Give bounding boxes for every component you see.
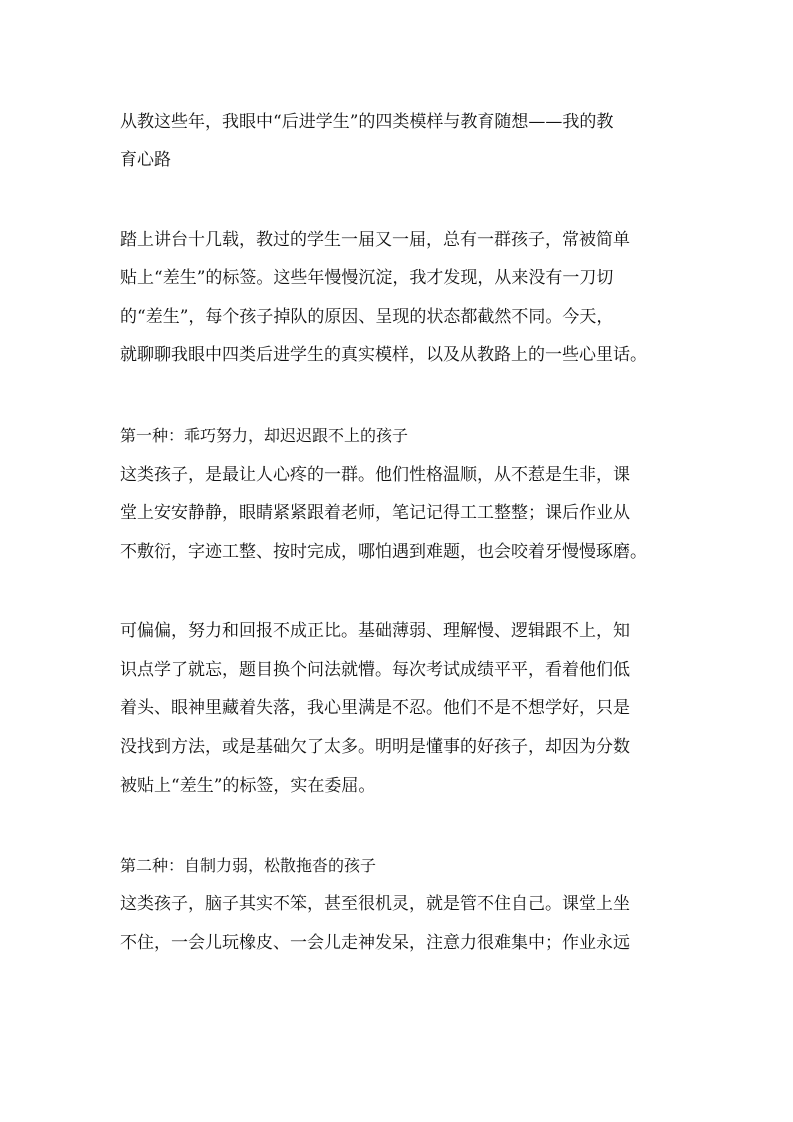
section2-para1-line-1: 这类孩子，脑子其实不笨，甚至很机灵，就是管不住自己。课堂上坐 bbox=[120, 894, 630, 914]
title-line-1: 从教这些年，我眼中“后进学生”的四类模样与教育随想——我的教 bbox=[120, 112, 614, 132]
intro-line-4: 就聊聊我眼中四类后进学生的真实模样，以及从教路上的一些心里话。 bbox=[120, 345, 647, 365]
section1-heading: 第一种：乖巧努力，却迟迟跟不上的孩子 bbox=[120, 426, 409, 445]
section1-para1-line-1: 这类孩子，是最让人心疼的一群。他们性格温顺，从不惹是生非，课 bbox=[120, 465, 630, 485]
section1-para1-line-2: 堂上安安静静，眼睛紧紧跟着老师，笔记记得工工整整；课后作业从 bbox=[120, 503, 630, 523]
section1-para2-line-4: 没找到方法，或是基础欠了太多。明明是懂事的好孩子，却因为分数 bbox=[120, 737, 630, 757]
section1-para2-line-2: 识点学了就忘，题目换个问法就懵。每次考试成绩平平，看着他们低 bbox=[120, 660, 630, 680]
section1-para2-line-5: 被贴上“差生”的标签，实在委屈。 bbox=[120, 776, 376, 796]
intro-line-2: 贴上“差生”的标签。这些年慢慢沉淀，我才发现，从来没有一刀切 bbox=[120, 268, 614, 288]
intro-line-1: 踏上讲台十几载，教过的学生一届又一届，总有一群孩子，常被简单 bbox=[120, 230, 630, 250]
section2-para1-line-2: 不住，一会儿玩橡皮、一会儿走神发呆，注意力很难集中；作业永远 bbox=[120, 933, 630, 953]
title-line-2: 育心路 bbox=[120, 150, 171, 170]
intro-line-3: 的“差生”，每个孩子掉队的原因、呈现的状态都截然不同。今天， bbox=[120, 307, 614, 327]
section1-para2-line-1: 可偏偏，努力和回报不成正比。基础薄弱、理解慢、逻辑跟不上，知 bbox=[120, 621, 630, 641]
section1-para1-line-3: 不敷衍，字迹工整、按时完成，哪怕遇到难题，也会咬着牙慢慢琢磨。 bbox=[120, 542, 647, 562]
section2-heading: 第二种：自制力弱，松散拖沓的孩子 bbox=[120, 856, 377, 875]
section1-para2-line-3: 着头、眼神里藏着失落，我心里满是不忍。他们不是不想学好，只是 bbox=[120, 698, 630, 718]
